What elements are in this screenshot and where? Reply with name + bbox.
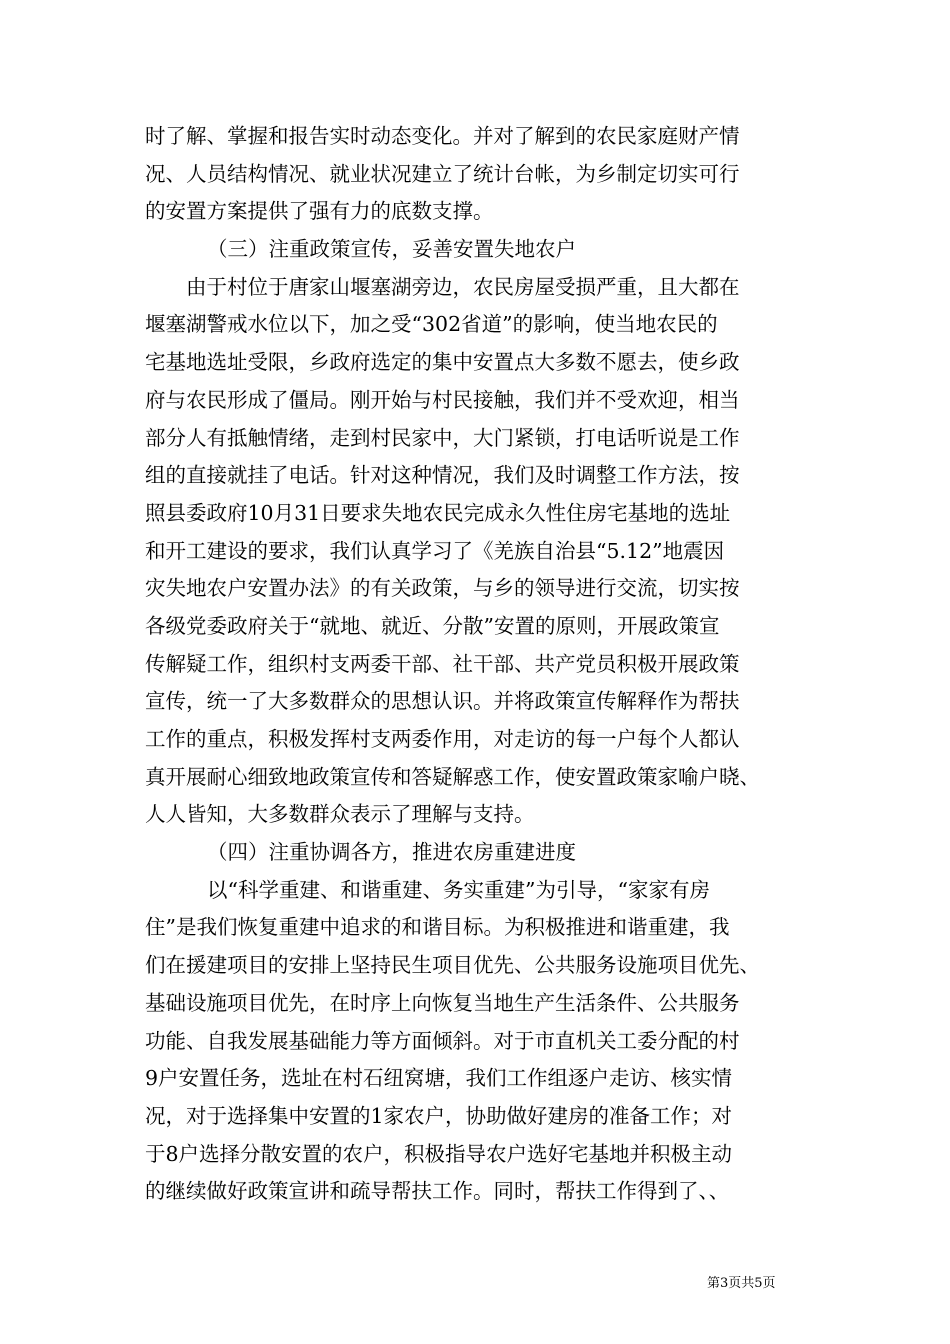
body-line: 堰塞湖警戒水位以下，加之受“302省道”的影响，使当地农民的 [145, 312, 718, 337]
body-line: 由于村位于唐家山堰塞湖旁边，农民房屋受损严重，且大都在 [186, 274, 740, 299]
section-heading-4: （四）注重协调各方，推进农房重建进度 [207, 840, 576, 865]
body-line: 况、人员结构情况、就业状况建立了统计台帐，为乡制定切实可行 [145, 161, 740, 186]
body-line: 照县委政府10月31日要求失地农民完成永久性住房宅基地的选址 [145, 500, 731, 525]
section-heading-3: （三）注重政策宣传，妥善安置失地农户 [207, 237, 576, 262]
body-line: 部分人有抵触情绪，走到村民家中，大门紧锁，打电话听说是工作 [145, 425, 740, 450]
body-line: 人人皆知，大多数群众表示了理解与支持。 [145, 802, 535, 827]
body-line: 真开展耐心细致地政策宣传和答疑解惑工作，使安置政策家喻户晓、 [145, 764, 760, 789]
page-number: 第3页共5页 [707, 1276, 776, 1291]
body-line: 工作的重点，积极发挥村支两委作用，对走访的每一户每个人都认 [145, 727, 740, 751]
body-line: 于8户选择分散安置的农户，积极指导农户选好宅基地并积极主动 [145, 1141, 733, 1166]
body-line: 的安置方案提供了强有力的底数支撑。 [145, 199, 494, 224]
body-line: 以“科学重建、和谐重建、务实重建”为引导，“家家有房 [207, 877, 710, 902]
body-line: 住”是我们恢复重建中追求的和谐目标。为积极推进和谐重建，我 [145, 915, 730, 940]
body-line: 和开工建设的要求，我们认真学习了《羌族自治县“5.12”地震因 [145, 538, 725, 563]
body-line: 组的直接就挂了电话。针对这种情况，我们及时调整工作方法，按 [145, 463, 740, 488]
body-line: 功能、自我发展基础能力等方面倾斜。对于市直机关工委分配的村 [145, 1028, 740, 1053]
body-line: 时了解、掌握和报告实时动态变化。并对了解到的农民家庭财产情 [145, 124, 740, 148]
body-line: 宅基地选址受限，乡政府选定的集中安置点大多数不愿去，使乡政 [145, 350, 740, 375]
body-line: 们在援建项目的安排上坚持民生项目优先、公共服务设施项目优先、 [145, 953, 760, 978]
body-line: 基础设施项目优先，在时序上向恢复当地生产生活条件、公共服务 [145, 990, 740, 1015]
document-body [145, 118, 810, 1211]
body-line: 的继续做好政策宣讲和疏导帮扶工作。同时，帮扶工作得到了、、 [145, 1179, 730, 1204]
body-line: 各级党委政府关于“就地、就近、分散”安置的原则，开展政策宣 [145, 613, 720, 638]
body-line: 宣传，统一了大多数群众的思想认识。并将政策宣传解释作为帮扶 [145, 689, 740, 714]
body-line: 况，对于选择集中安置的1家农户，协助做好建房的准备工作；对 [145, 1103, 733, 1128]
body-line: 灾失地农户安置办法》的有关政策，与乡的领导进行交流，切实按 [145, 576, 740, 601]
body-line: 府与农民形成了僵局。刚开始与村民接触，我们并不受欢迎，相当 [145, 387, 740, 412]
body-line: 9户安置任务，选址在村石纽窝塘，我们工作组逐户走访、核实情 [145, 1066, 733, 1091]
body-line: 传解疑工作，组织村支两委干部、社干部、共产党员积极开展政策 [145, 651, 740, 676]
